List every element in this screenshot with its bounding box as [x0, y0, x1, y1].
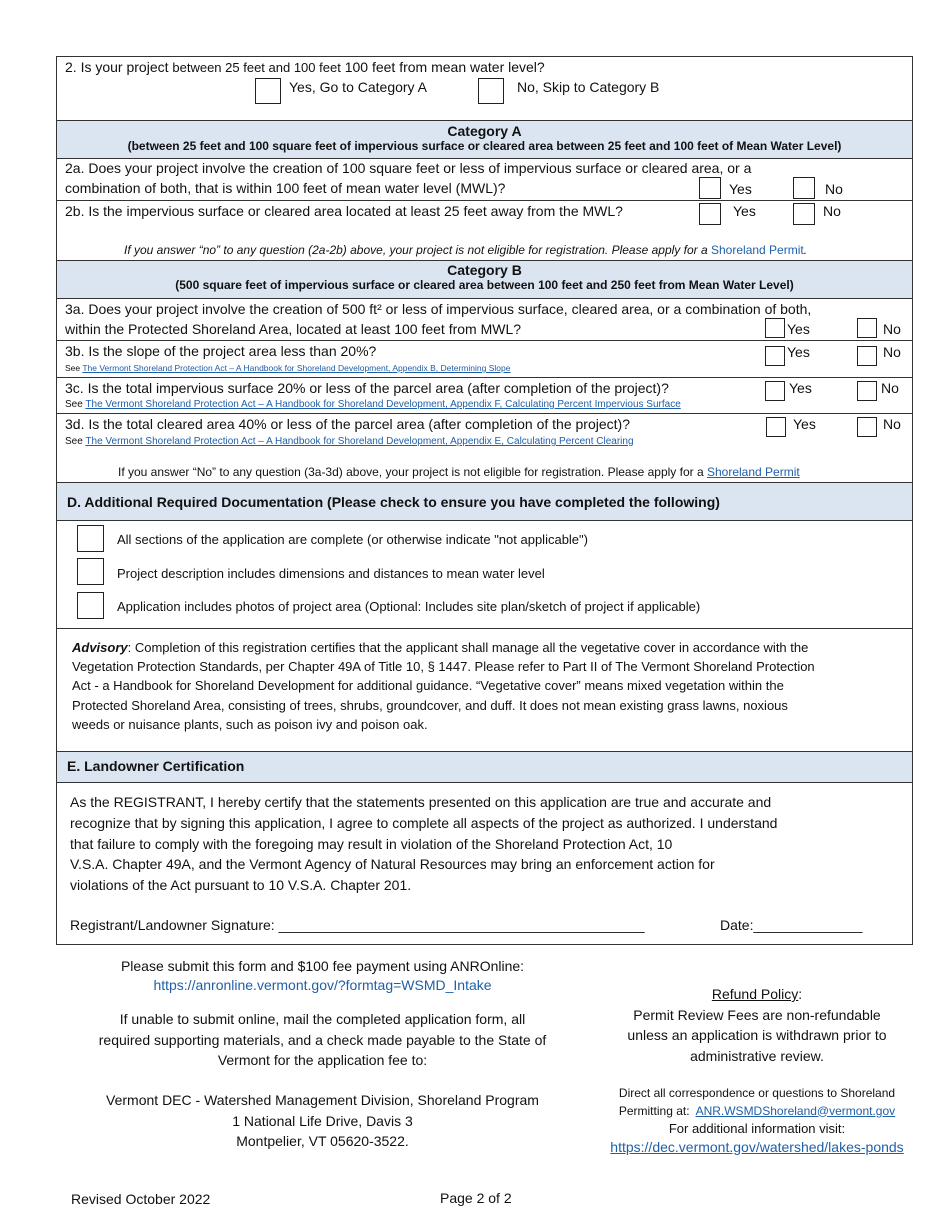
mail-instructions	[60, 1009, 585, 1071]
category-a-note-text: If you answer “no” to any question (2a-2b) above, your project is not eligible for registration. Please apply for a	[124, 243, 708, 257]
q3d-yes-checkbox[interactable]	[766, 417, 786, 437]
q3a-yes-checkbox[interactable]	[765, 318, 785, 338]
q2b-question: 2b. Is the impervious surface or cleared area located at least 25 feet away from the MWL?	[65, 203, 623, 219]
q2a-row	[57, 159, 912, 201]
refund-colon: :	[798, 986, 803, 1002]
q3c-no-label: No	[881, 380, 899, 396]
q2b-yes-checkbox[interactable]	[699, 203, 721, 225]
category-b-permit-link[interactable]: Shoreland Permit	[706, 465, 800, 479]
q3b-question: 3b. Is the slope of the project area less than 20%?	[65, 343, 377, 359]
category-a-title: Category A	[447, 123, 522, 139]
lakes-ponds-link[interactable]: https://dec.vermont.gov/watershed/lakes-ponds	[610, 1138, 904, 1155]
shoreland-email-link[interactable]: ANR.WSMDShoreland@vermont.gov	[695, 1103, 896, 1118]
mail-line-3: Vermont for the application fee to:	[217, 1052, 428, 1068]
q3c-no-checkbox[interactable]	[857, 381, 877, 401]
category-a-subtitle: (between 25 feet and 100 square feet of impervious surface or cleared area between 25 feet and 100 feet of Mean Water Level)	[127, 139, 842, 153]
section-d-title: D. Additional Required Documentation (Please check to ensure you have completed the following)	[67, 494, 720, 510]
advisory-line-4: Protected Shoreland Area, consisting of trees, shrubs, groundcover, and duff. It does not mean existing grass lawns, noxious	[72, 697, 788, 713]
q2-question	[65, 59, 545, 75]
q3d-question: 3d. Is the total cleared area 40% or less of the parcel area (after completion of the project)?	[65, 416, 630, 432]
contact-info	[596, 1085, 918, 1156]
q3a-no-label: No	[883, 321, 901, 337]
page-number: Page 2 of 2	[440, 1190, 512, 1206]
refund-line-1: Permit Review Fees are non-refundable	[633, 1006, 881, 1023]
q3a-line2: within the Protected Shoreland Area, located at least 100 feet from MWL?	[65, 321, 522, 337]
mail-line-1: If unable to submit online, mail the completed application form, all	[119, 1011, 526, 1027]
revision-date: Revised October 2022	[71, 1191, 211, 1207]
category-b-note-text: If you answer “No” to any question (3a-3d) above, your project is not eligible for registration. Please apply for a	[118, 465, 704, 479]
certification-line-2: recognize that by signing this application, I agree to complete all aspects of the project as authorized. I understand	[70, 814, 778, 831]
q3a-row	[57, 299, 912, 341]
q2b-yes-label: Yes	[733, 203, 756, 219]
q3b-no-label: No	[883, 344, 901, 360]
category-a-header	[57, 121, 912, 159]
q2a-yes-label: Yes	[729, 181, 752, 197]
q2a-line1: 2a. Does your project involve the creation of 100 square feet or less of impervious surface or cleared area, or a	[65, 160, 752, 176]
registration-form	[56, 56, 913, 945]
q3b-row	[57, 341, 912, 378]
doc-check-1-label: All sections of the application are complete (or otherwise indicate "not applicable")	[117, 532, 588, 547]
address-line-1: Vermont DEC - Watershed Management Division, Shoreland Program	[106, 1092, 539, 1108]
certification-line-5: violations of the Act pursuant to 10 V.S.A. Chapter 201.	[70, 877, 412, 894]
doc-check-3-label: Application includes photos of project area (Optional: Includes site plan/sketch of project if applicable)	[117, 599, 701, 614]
q2b-row	[57, 201, 912, 261]
category-b-note	[118, 465, 800, 479]
q3c-yes-label: Yes	[789, 380, 812, 396]
category-b-title: Category B	[447, 262, 522, 278]
q2-yes-label: Yes, Go to Category A	[289, 79, 428, 95]
q3c-yes-checkbox[interactable]	[765, 381, 785, 401]
doc-check-3-checkbox[interactable]	[77, 592, 104, 619]
q3d-no-label: No	[883, 416, 901, 432]
q2-inline-range: between 25 feet and 100 feet	[172, 60, 341, 75]
submit-line: Please submit this form and $100 fee payment using ANROnline:	[120, 958, 525, 974]
q3d-yes-label: Yes	[793, 416, 816, 432]
advisory-line-3: Act - a Handbook for Shoreland Development for additional guidance. “Vegetative cover” means mixed vegetation within the	[72, 678, 784, 694]
section-d-header	[57, 483, 912, 521]
q2-question-start: 2. Is your project	[65, 59, 169, 75]
category-a-note-end: .	[803, 243, 808, 257]
anronline-link[interactable]: https://anronline.vermont.gov/?formtag=WSMD_Intake	[153, 977, 492, 993]
doc-check-2-label: Project description includes dimensions and distances to mean water level	[117, 566, 545, 581]
advisory-block	[57, 629, 912, 752]
date-field[interactable]: Date:______________	[720, 917, 863, 933]
q2b-no-label: No	[823, 203, 841, 219]
certification-line-1: As the REGISTRANT, I hereby certify that the statements presented on this application are true and accurate and	[70, 794, 772, 810]
certification-line-3: that failure to comply with the foregoing may result in violation of the Shoreland Protection Act, 10	[70, 835, 673, 852]
q3d-no-checkbox[interactable]	[857, 417, 877, 437]
q3b-handbook-link[interactable]: The Vermont Shoreland Protection Act – A Handbook for Shoreland Development, Appendix B, Determining Slope	[82, 363, 511, 373]
q3b-yes-checkbox[interactable]	[765, 346, 785, 366]
refund-line-2: unless an application is withdrawn prior to	[627, 1027, 887, 1043]
refund-line-3: administrative review.	[690, 1047, 824, 1064]
direct-line-2: Permitting at:	[618, 1103, 690, 1118]
q3b-yes-label: Yes	[787, 344, 810, 360]
q2b-no-checkbox[interactable]	[793, 203, 815, 225]
q3a-yes-label: Yes	[787, 321, 810, 337]
doc-check-1-checkbox[interactable]	[77, 525, 104, 552]
category-a-permit-link[interactable]: Shoreland Permit	[711, 243, 804, 257]
q3b-no-checkbox[interactable]	[857, 346, 877, 366]
q3d-see: See	[65, 436, 83, 447]
q2-no-checkbox[interactable]	[478, 78, 504, 104]
q2a-no-checkbox[interactable]	[793, 177, 815, 199]
section-e-title: E. Landowner Certification	[67, 758, 245, 774]
q3c-handbook-link[interactable]: The Vermont Shoreland Protection Act – A Handbook for Shoreland Development, Appendix F, Calculating Percent Impervious Surface	[85, 399, 681, 410]
refund-policy	[596, 984, 918, 1066]
direct-line-1: Direct all correspondence or questions to Shoreland	[618, 1086, 896, 1100]
advisory-text	[72, 638, 815, 734]
category-b-header	[57, 261, 912, 299]
advisory-label: Advisory	[72, 640, 128, 655]
advisory-line-1: : Completion of this registration certifies that the applicant shall manage all the vegetative cover in accordance with the	[127, 640, 809, 655]
certification-block	[57, 783, 912, 944]
info-line: For additional information visit:	[668, 1121, 846, 1136]
q3c-row	[57, 378, 912, 414]
address-line-3: Montpelier, VT 05620-3522.	[236, 1133, 409, 1149]
q2-yes-checkbox[interactable]	[255, 78, 281, 104]
q2-no-label: No, Skip to Category B	[517, 79, 660, 95]
certification-line-4: V.S.A. Chapter 49A, and the Vermont Agency of Natural Resources may bring an enforcement action for	[70, 856, 715, 873]
q2a-line2: combination of both, that is within 100 feet of mean water level (MWL)?	[65, 180, 506, 196]
refund-title: Refund Policy	[711, 986, 799, 1002]
q3d-handbook-link[interactable]: The Vermont Shoreland Protection Act – A Handbook for Shoreland Development, Appendix E, Calculating Percent Clearing	[85, 436, 634, 447]
q2a-yes-checkbox[interactable]	[699, 177, 721, 199]
section-d-list	[57, 521, 912, 629]
submission-instructions	[60, 957, 585, 995]
signature-field[interactable]: Registrant/Landowner Signature: _______________________________________________	[70, 917, 645, 933]
q3a-line1: 3a. Does your project involve the creation of 500 ft² or less of impervious surface, cleared area, or a combination of both,	[65, 301, 812, 317]
doc-check-2-checkbox[interactable]	[77, 558, 104, 585]
q2a-no-label: No	[825, 181, 843, 197]
advisory-line-2: Vegetation Protection Standards, per Chapter 49A of Title 10, § 1447. Please refer to Part II of The Vermont Shoreland Protection	[72, 659, 815, 675]
advisory-line-5: weeds or nuisance plants, such as poison ivy and poison oak.	[72, 716, 428, 732]
certification-text	[70, 792, 777, 896]
q3c-see: See	[65, 399, 83, 410]
category-b-subtitle: (500 square feet of impervious surface or cleared area between 100 feet and 250 feet from Mean Water Level)	[175, 278, 794, 292]
q3c-reference	[65, 399, 681, 410]
category-a-note	[124, 243, 807, 257]
q2-question-end: 100 feet from mean water level?	[344, 59, 545, 75]
q3c-question: 3c. Is the total impervious surface 20% or less of the parcel area (after completion of the project)?	[65, 380, 669, 396]
q3b-reference	[65, 363, 510, 373]
section-e-header	[57, 752, 912, 783]
mailing-address	[60, 1090, 585, 1152]
q2-row	[57, 57, 912, 121]
address-line-2: 1 National Life Drive, Davis 3	[232, 1112, 413, 1129]
q3d-reference	[65, 436, 634, 447]
q3d-row	[57, 414, 912, 483]
q3a-no-checkbox[interactable]	[857, 318, 877, 338]
q3b-see: See	[65, 363, 81, 373]
mail-line-2: required supporting materials, and a check made payable to the State of	[98, 1031, 547, 1048]
